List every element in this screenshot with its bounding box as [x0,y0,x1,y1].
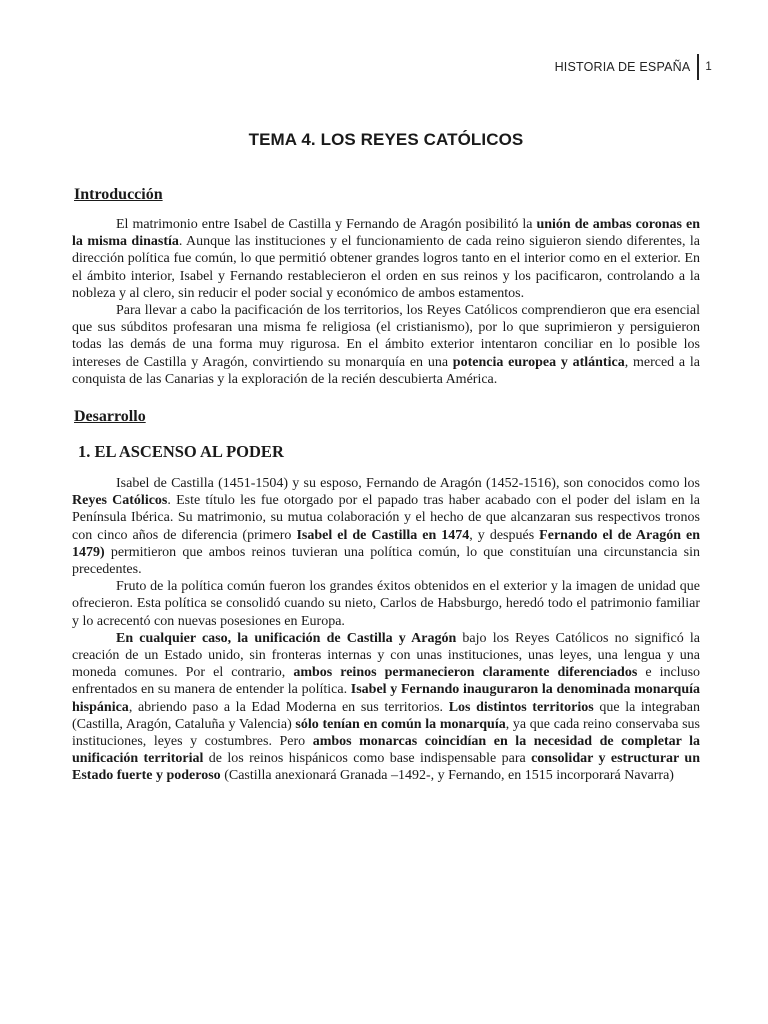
development-paragraph-3 [72,630,700,785]
text-run: , y después [469,527,540,543]
bold-phrase: Isabel y Fernando inauguraron la denominada monarquía hispánica [72,682,700,715]
intro-heading: Introducción [74,186,163,203]
bold-phrase: ambos reinos permanecieron claramente diferenciados [293,665,638,681]
bold-phrase: En cualquier caso, la unificación de Castilla y Aragón [116,630,457,646]
text-run: bajo los Reyes Católicos no significó la creación de un Estado unido, sin fronteras internas y con unas instituciones, unas leyes, una lengua y una moneda comunes. Por el contrario, [72,630,700,681]
header-divider [697,54,699,80]
text-run: . Este título les fue otorgado por el papado tras haber acabado con el poder del islam en la Península Ibérica. Su matrimonio, su mutua colaboración y el hecho de que alcanzaran sus respectivos tronos con cinco años de diferencia (primero [72,493,701,543]
development-heading: Desarrollo [74,408,146,426]
development-paragraph-1 [72,475,700,578]
development-paragraph-2 [72,578,700,630]
bold-phrase: consolidar y estructurar un Estado fuerte y poderoso [72,751,700,784]
page-header [555,54,712,80]
document-title: TEMA 4. LOS REYES CATÓLICOS [248,130,524,149]
bold-phrase: sólo tenían en común la monarquía [295,716,506,732]
bold-phrase: ambos monarcas coincidían en la necesidad de completar la unificación territorial [72,734,700,767]
text-run: Isabel de Castilla (1451-1504) y su esposo, Fernando de Aragón (1452-1516), son conocidos como los [116,476,700,492]
text-run: e incluso enfrentados en su manera de entender la política. [72,665,701,698]
header-title: HISTORIA DE ESPAÑA [554,60,691,74]
text-run: El matrimonio entre Isabel de Castilla y Fernando de Aragón posibilitó la [116,217,537,232]
text-run: permitieron que ambos reinos tuvieran una política común, lo que constituían una circunstancia sin precedentes. [72,544,700,578]
text-run: . Aunque las instituciones y el funcionamiento de cada reino siguieron siendo diferentes, la dirección política fue común, lo que permitió obtener grandes logros tanto en el interior como en el exterior. En el ámbito interior, Isabel y Fernando restablecieron el orden en sus reinos y los pacificaron, controlando a la nobleza y al clero, sin reducir el poder social y económico de ambos estamentos. [72,234,700,301]
section-1-title: 1. EL ASCENSO AL PODER [78,442,284,462]
page-number: 1 [705,61,712,73]
text-run: (Castilla anexionará Granada –1492-, y Fernando, en 1515 incorporará Navarra) [220,768,674,784]
bold-phrase: potencia europea y atlántica [452,354,625,370]
bold-phrase: Isabel el de Castilla en 1474 [296,527,470,543]
text-run: Para llevar a cabo la pacificación de los territorios, los Reyes Católicos comprendieron que era esencial que sus súbditos profesaran una misma fe religiosa (el cristianismo), por lo que suprimieron y persiguieron todas las demás de una forma muy rigurosa. En el ámbito exterior intentaron conciliar en lo posible los intereses de Castilla y Aragón, convirtiendo su monarquía en una [72,303,700,370]
bold-phrase: unión de ambas coronas en la misma dinastía [72,217,700,250]
text-run: Fruto de la política común fueron los grandes éxitos obtenidos en el exterior y la imagen de unidad que ofrecieron. Esta política se consolidó cuando su nieto, Carlos de Habsburgo, heredó todo el patrimonio familiar y lo acrecentó con nuevas posesiones en Europa. [72,579,700,629]
intro-paragraph-1 [72,216,700,302]
text-run: de los reinos hispánicos como base indispensable para [203,751,532,767]
text-run: , merced a la conquista de las Canarias y la exploración de la recién descubierta América. [72,354,700,387]
bold-phrase: Fernando el de Aragón en 1479) [72,527,701,560]
document-body [72,130,700,785]
text-run: , abriendo paso a la Edad Moderna en sus territorios. [128,699,449,715]
bold-phrase: Los distintos territorios [448,699,594,715]
intro-paragraph-2 [72,302,700,388]
text-run: que la integraban (Castilla, Aragón, Cataluña y Valencia) [72,699,701,732]
text-run: , ya que cada reino conservaba sus instituciones, leyes y costumbres. Pero [72,716,700,750]
bold-phrase: Reyes Católicos [72,493,168,509]
